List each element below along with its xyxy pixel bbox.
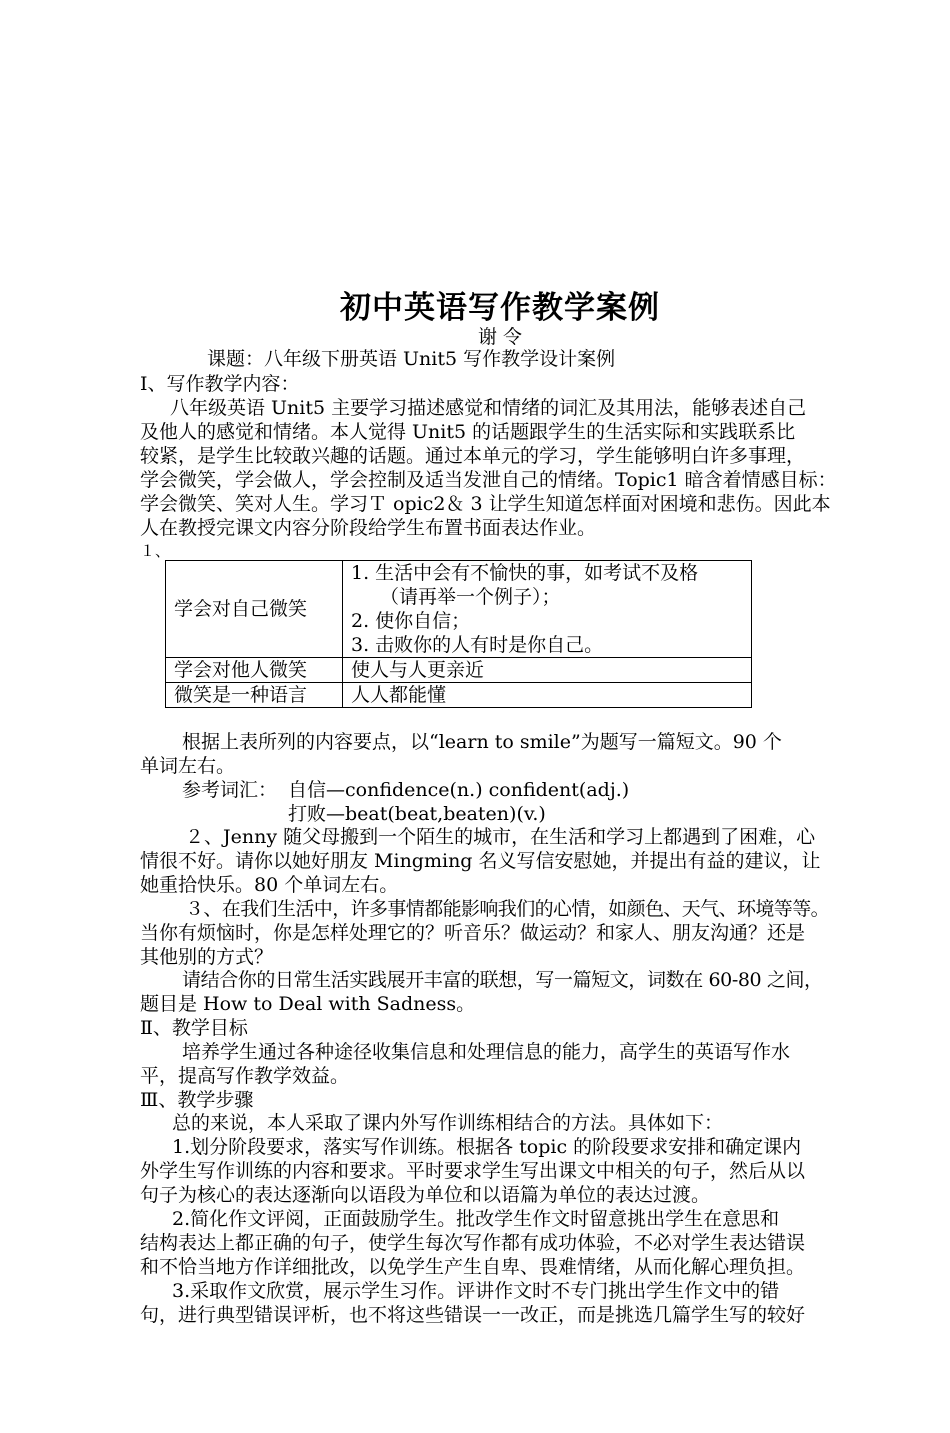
item1-label: １、 [140,542,171,560]
task1-line: 根据上表所列的内容要点，以“learn to smile”为题写一篇短文。90 个 [182,731,782,753]
table-cell-points [343,561,752,658]
point-text: 3. 击败你的人有时是你自己。 [351,634,604,656]
table-cell-label: 微笑是一种语言 [166,683,343,708]
section1-para-line: 学会微笑，学会做人，学会控制及适当发泄自己的情绪。Topic1 暗含着情感目标： [140,469,837,491]
task3b-line: 请结合你的日常生活实践展开丰富的联想，写一篇短文，词数在 60-80 之间， [182,969,823,991]
task3-line: ３、在我们生活中，许多事情都能影响我们的心情，如颜色、天气、环境等等。 [185,898,830,920]
step1-line: 外学生写作训练的内容和要求。平时要求学生写出课文中相关的句子，然后从以 [140,1160,806,1182]
step1-line: 1.划分阶段要求，落实写作训练。根据各 topic 的阶段要求安排和确定课内 [172,1136,802,1158]
section1-para-line: 学会微笑、笑对人生。学习Ｔ opic2＆ 3 让学生知道怎样面对困境和悲伤。因此本 [140,493,831,515]
table-cell-label: 学会对他人微笑 [166,658,343,683]
section3-heading: Ⅲ、教学步骤 [140,1089,254,1111]
smile-points-table [165,560,752,708]
point-text: 1. 生活中会有不愉快的事，如考试不及格 [351,562,699,584]
point-text: （请再举一个例子）； [380,586,561,608]
section1-para-line: 较紧，是学生比较敢兴趣的话题。通过本单元的学习，学生能够明白许多事理， [140,445,806,467]
table-row [166,683,752,708]
table-row [166,561,752,658]
step2-line: 和不恰当地方作详细批改，以免学生产生自卑、畏难情绪，从而化解心理负担。 [140,1256,806,1278]
step2-line: 2.简化作文评阅，正面鼓励学生。批改学生作文时留意挑出学生在意思和 [172,1208,780,1230]
author-name: 谢 令 [477,326,523,348]
task3-line: 其他别的方式？ [140,946,274,968]
section1-para-line: 及他人的感觉和情绪。本人觉得 Unit5 的话题跟学生的生活实际和实践联系比 [140,421,796,443]
step3-line: 3.采取作文欣赏，展示学生习作。评讲作文时不专门挑出学生作文中的错 [172,1280,780,1302]
step3-line: 句，进行典型错误评析，也不将这些错误一一改正，而是挑选几篇学生写的较好 [140,1304,806,1326]
section2-para-line: 平，提高写作教学效益。 [140,1065,350,1087]
vocab-line: 打败—beat(beat,beaten)(v.) [288,803,546,825]
task2-line: 情很不好。请你以她好朋友 Mingming 名义写信安慰她，并提出有益的建议，让 [140,850,821,872]
point-text: 2. 使你自信； [351,610,471,632]
section1-heading: Ⅰ、写作教学内容： [140,373,300,395]
section2-para-line: 培养学生通过各种途径收集信息和处理信息的能力，高学生的英语写作水 [182,1041,791,1063]
table-cell-points: 人人都能懂 [343,683,752,708]
section2-heading: Ⅱ、教学目标 [140,1017,248,1039]
task2-line: 她重拾快乐。80 个单词左右。 [140,874,399,896]
vocab-line: 自信—confidence(n.) confident(adj.) [288,779,630,801]
document-title: 初中英语写作教学案例 [340,290,660,326]
subject-line: 课题：八年级下册英语 Unit5 写作教学设计案例 [207,348,616,370]
task2-line: ２、Jenny 随父母搬到一个陌生的城市，在生活和学习上都遇到了困难，心 [185,826,816,848]
table-row [166,658,752,683]
section1-para-line: 八年级英语 Unit5 主要学习描述感觉和情绪的词汇及其用法，能够表述自己 [170,397,807,419]
section3-intro: 总的来说，本人采取了课内外写作训练相结合的方法。具体如下： [172,1112,724,1134]
table-cell-label: 学会对自己微笑 [166,561,343,658]
table-cell-points: 使人与人更亲近 [343,658,752,683]
task3-line: 当你有烦恼时，你是怎样处理它的？听音乐？做运动？和家人、朋友沟通？还是 [140,922,806,944]
section1-para-line: 人在教授完课文内容分阶段给学生布置书面表达作业。 [140,517,597,539]
task1-line: 单词左右。 [140,755,236,777]
step2-line: 结构表达上都正确的句子，使学生每次写作都有成功体验，不必对学生表达错误 [140,1232,806,1254]
step1-line: 句子为核心的表达逐渐向以语段为单位和以语篇为单位的表达过渡。 [140,1184,711,1206]
vocab-label: 参考词汇： [182,779,278,801]
task3b-line: 题目是 How to Deal with Sadness。 [140,993,476,1015]
